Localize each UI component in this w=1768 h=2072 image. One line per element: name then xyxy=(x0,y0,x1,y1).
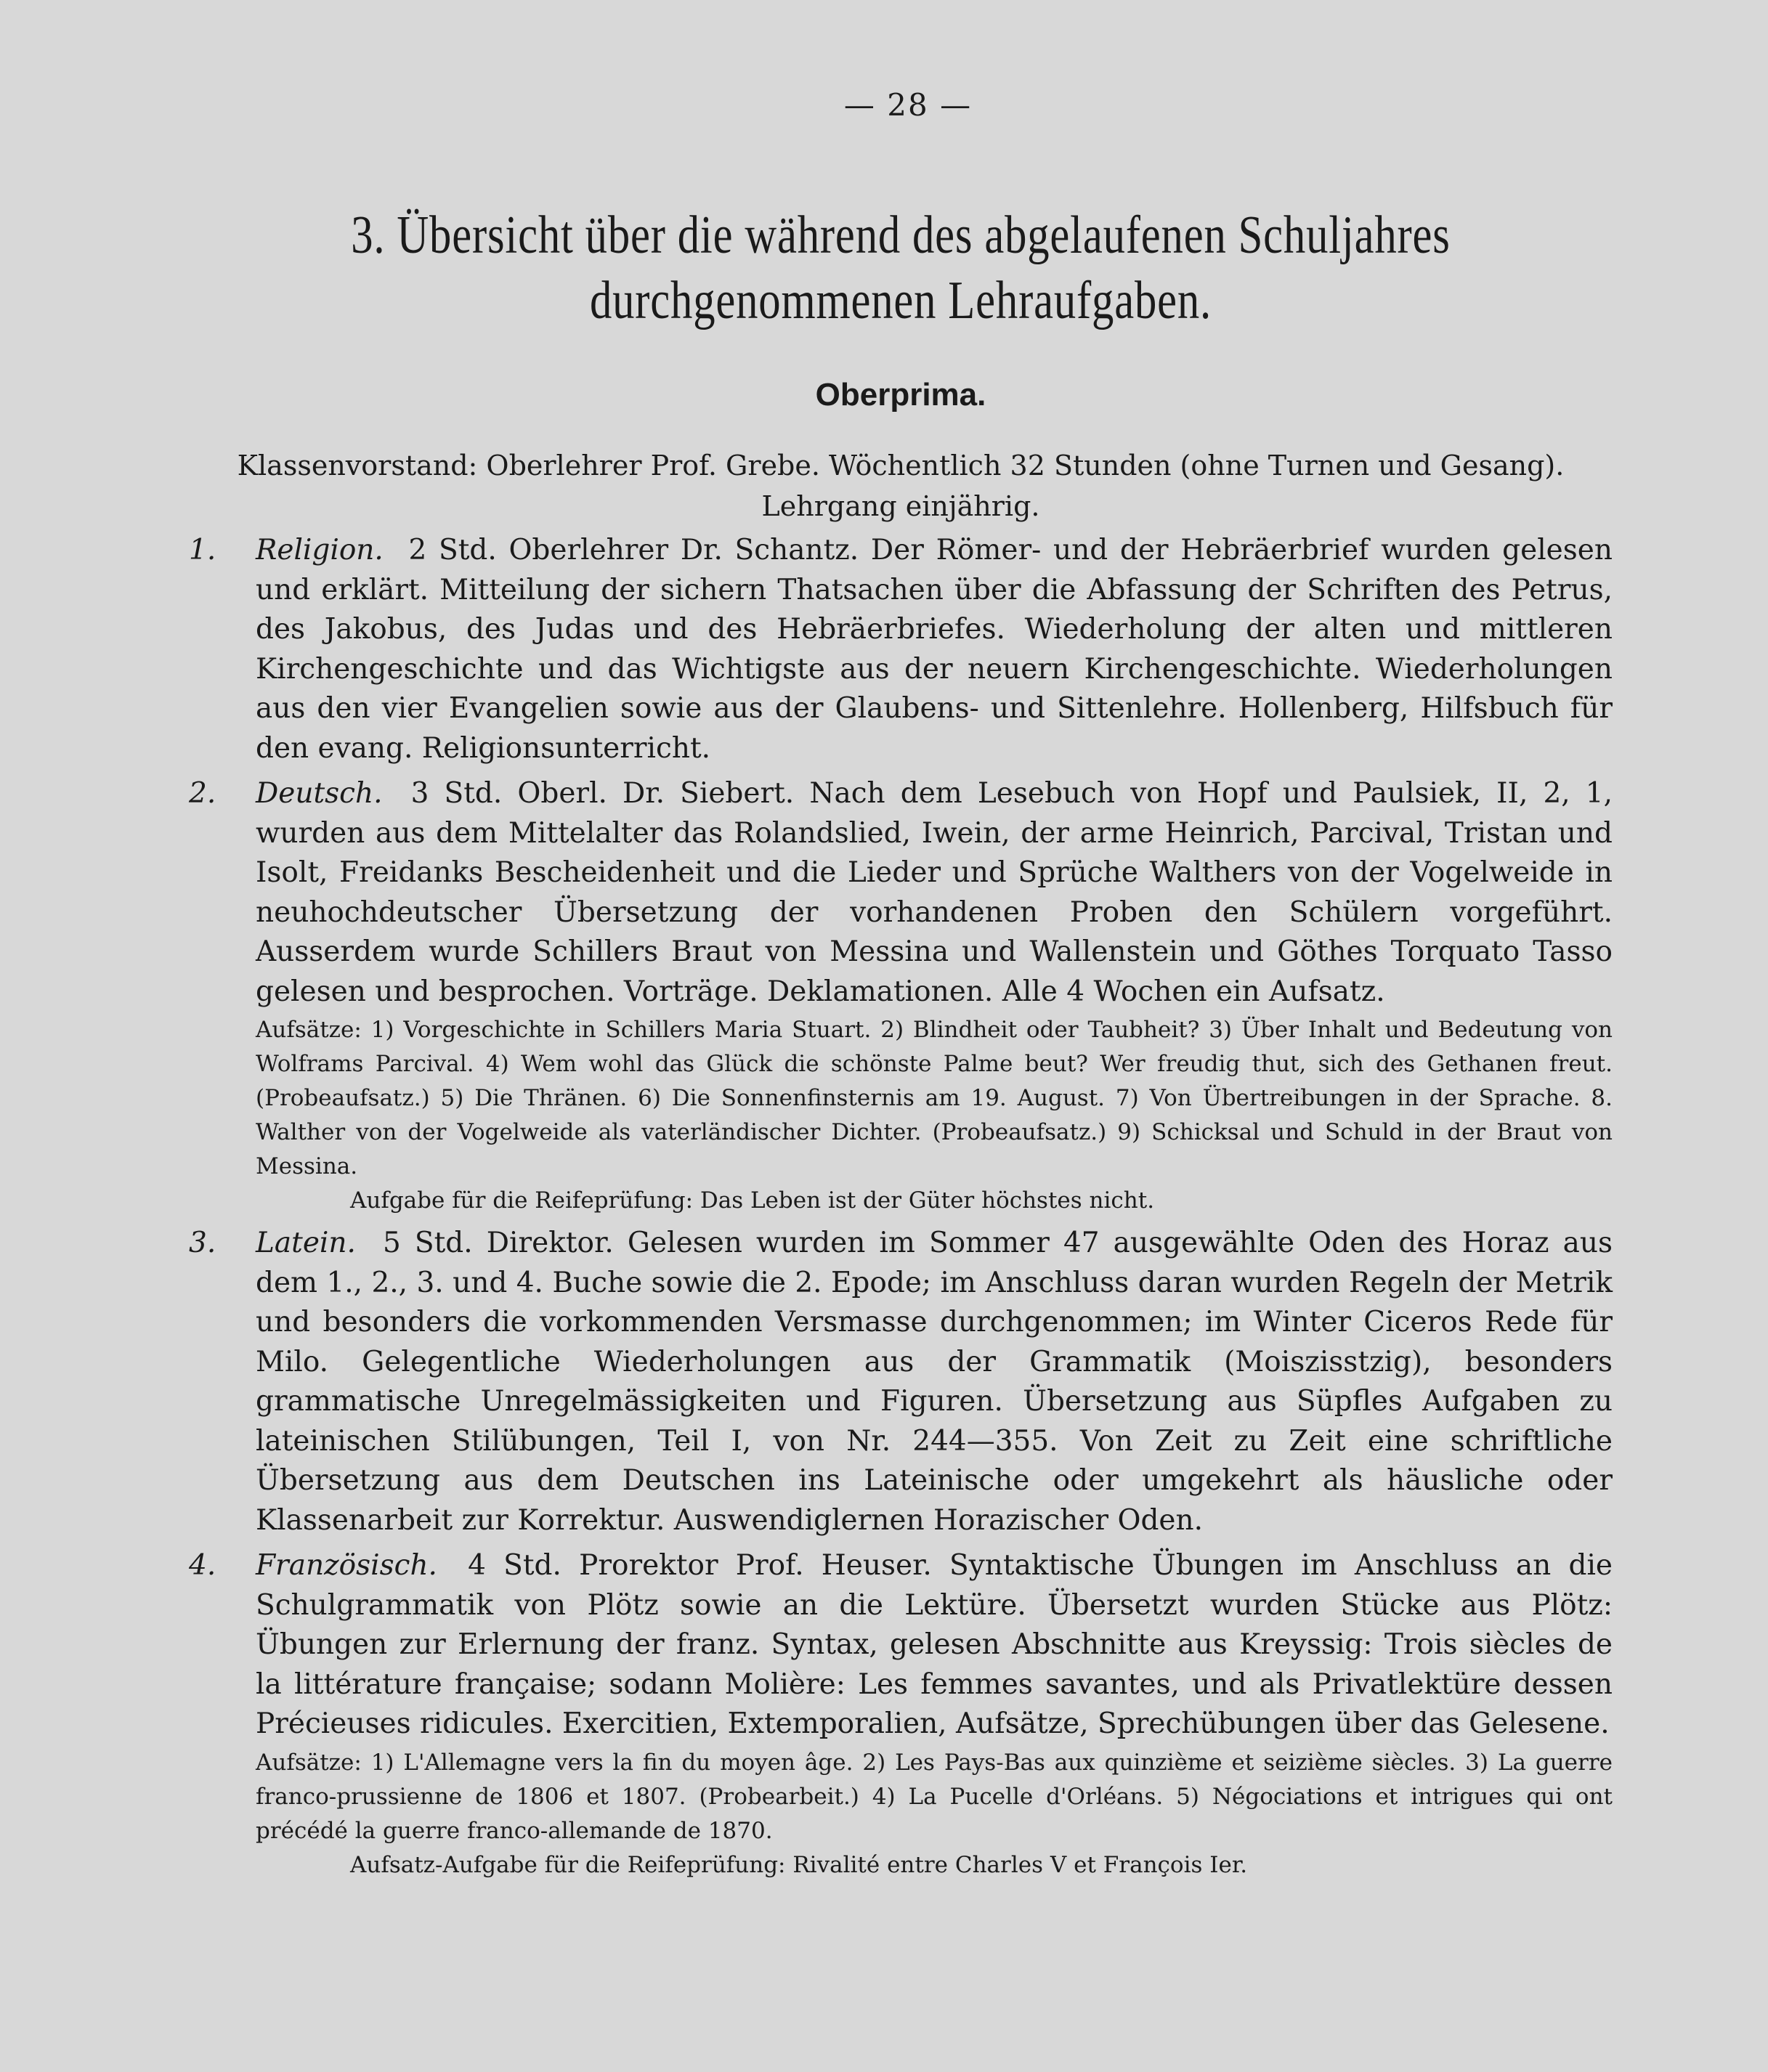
subject-item xyxy=(189,1224,1613,1540)
section-heading: Oberprima. xyxy=(815,377,986,413)
title-line: durchgenommenen Lehraufgaben. xyxy=(589,271,1212,330)
subject-item xyxy=(189,531,1613,768)
subject-hours: 5 Std. xyxy=(383,1227,473,1259)
subject-text: Der Römer- und der Hebräerbrief wurden gelesen und erklärt. Mitteilung der sichern Thatsachen über die Abfassung der Schriften des Petrus, des Jakobus, des Judas und des Hebräerbriefes. Wiederholung der alten und mittleren Kirchengeschichte und das Wichtigste aus der neuern Kirchengeschichte. Wiederholungen aus den vier Evangelien sowie aus der Glaubens- und Sittenlehre. Hollenberg, Hilfsbuch für den evang. Religionsunterricht. xyxy=(256,534,1613,765)
subject-teacher: Prorektor Prof. Heuser. xyxy=(579,1549,932,1582)
exam-task: Aufgabe für die Reifeprüfung: Das Leben ist der Güter höchstes nicht. xyxy=(350,1187,1155,1214)
course-line: Lehrgang einjährig. xyxy=(761,490,1040,522)
subject-name: Religion. xyxy=(256,534,384,566)
subject-item xyxy=(189,774,1613,1218)
item-number: 1. xyxy=(189,534,216,566)
subject-teacher: Oberl. Dr. Siebert. xyxy=(517,777,795,810)
class-teacher-line: Klassenvorstand: Oberlehrer Prof. Grebe. Wöchentlich 32 Stunden (ohne Turnen und Gesang). xyxy=(237,450,1565,482)
subject-teacher: Direktor. xyxy=(486,1227,614,1259)
subject-name: Französisch. xyxy=(256,1549,437,1582)
item-number: 2. xyxy=(189,777,216,810)
subject-hours: 2 Std. xyxy=(408,534,497,566)
subject-text: Nach dem Lesebuch von Hopf und Paulsiek, II, 2, 1, wurden aus dem Mittelalter das Rolandslied, Iwein, der arme Heinrich, Parcival, Tristan und Isolt, Freidanks Bescheidenheit und die Lieder und Sprüche Walthers von der Vogelweide in neuhochdeutscher Übersetzung der vorhandenen Proben den Schülern vorgeführt. Ausserdem wurde Schillers Braut von Messina und Wallenstein und Göthes Torquato Tasso gelesen und besprochen. Vorträge. Deklamationen. Alle 4 Wochen ein Aufsatz. xyxy=(256,777,1613,1008)
page-content xyxy=(189,87,1613,1882)
subject-name: Deutsch. xyxy=(256,777,383,810)
subject-teacher: Oberlehrer Dr. Schantz. xyxy=(508,534,859,566)
item-number: 3. xyxy=(189,1227,216,1259)
exam-task: Aufsatz-Aufgabe für die Reifeprüfung: Rivalité entre Charles V et François Ier. xyxy=(350,1851,1248,1878)
essay-list: Aufsätze: 1) Vorgeschichte in Schillers Maria Stuart. 2) Blindheit oder Taubheit? 3) Über Inhalt und Bedeutung von Wolframs Parcival. 4) Wem wohl das Glück die schönste Palme beut? Wer freudig thut, sich des Gethanen freut. (Probeaufsatz.) 5) Die Thränen. 6) Die Sonnenfinsternis am 19. August. 7) Von Übertreibungen in der Sprache. 8. Walther von der Vogelweide als vaterländischer Dichter. (Probeaufsatz.) 9) Schicksal und Schuld in der Braut von Messina. xyxy=(256,1017,1613,1179)
subject-hours: 4 Std. xyxy=(468,1549,561,1582)
subject-text: Gelesen wurden im Sommer 47 ausgewählte Oden des Horaz aus dem 1., 2., 3. und 4. Buche sowie die 2. Epode; im Anschluss daran wurden Regeln der Metrik und besonders die vorkommenden Versmasse durchgenommen; im Winter Ciceros Rede für Milo. Gelegentliche Wiederholungen aus der Grammatik (Moiszisstzig), besonders grammatische Unregelmässigkeiten und Figuren. Übersetzung aus Süpfles Aufgaben zu lateinischen Stilübungen, Teil I, von Nr. 244—355. Von Zeit zu Zeit eine schriftliche Übersetzung aus dem Deutschen ins Lateinische oder umgekehrt als häusliche oder Klassenarbeit zur Korrektur. Auswendiglernen Horazischer Oden. xyxy=(256,1227,1613,1537)
subject-hours: 3 Std. xyxy=(410,777,503,810)
title-line: 3. Übersicht über die während des abgelaufenen Schuljahres xyxy=(351,206,1451,265)
item-number: 4. xyxy=(189,1549,216,1582)
page-title xyxy=(317,203,1484,333)
class-meta xyxy=(189,445,1613,527)
page-number: — 28 — xyxy=(843,87,973,123)
subject-name: Latein. xyxy=(256,1227,356,1259)
essay-list: Aufsätze: 1) L'Allemagne vers la fin du moyen âge. 2) Les Pays-Bas aux quinzième et seizième siècles. 3) La guerre franco-prussienne de 1806 et 1807. (Probearbeit.) 4) La Pucelle d'Orléans. 5) Négociations et intrigues qui ont précédé la guerre franco-allemande de 1870. xyxy=(256,1749,1613,1844)
subject-text: Syntaktische Übungen im Anschluss an die Schulgrammatik von Plötz sowie an die Lektüre. Übersetzt wurden Stücke aus Plötz: Übungen zur Erlernung der franz. Syntax, gelesen Abschnitte aus Kreyssig: Trois siècles de la littérature française; sodann Molière: Les femmes savantes, und als Privatlektüre dessen Précieuses ridicules. Exercitien, Extemporalien, Aufsätze, Sprechübungen über das Gelesene. xyxy=(256,1549,1613,1740)
subject-item xyxy=(189,1546,1613,1882)
